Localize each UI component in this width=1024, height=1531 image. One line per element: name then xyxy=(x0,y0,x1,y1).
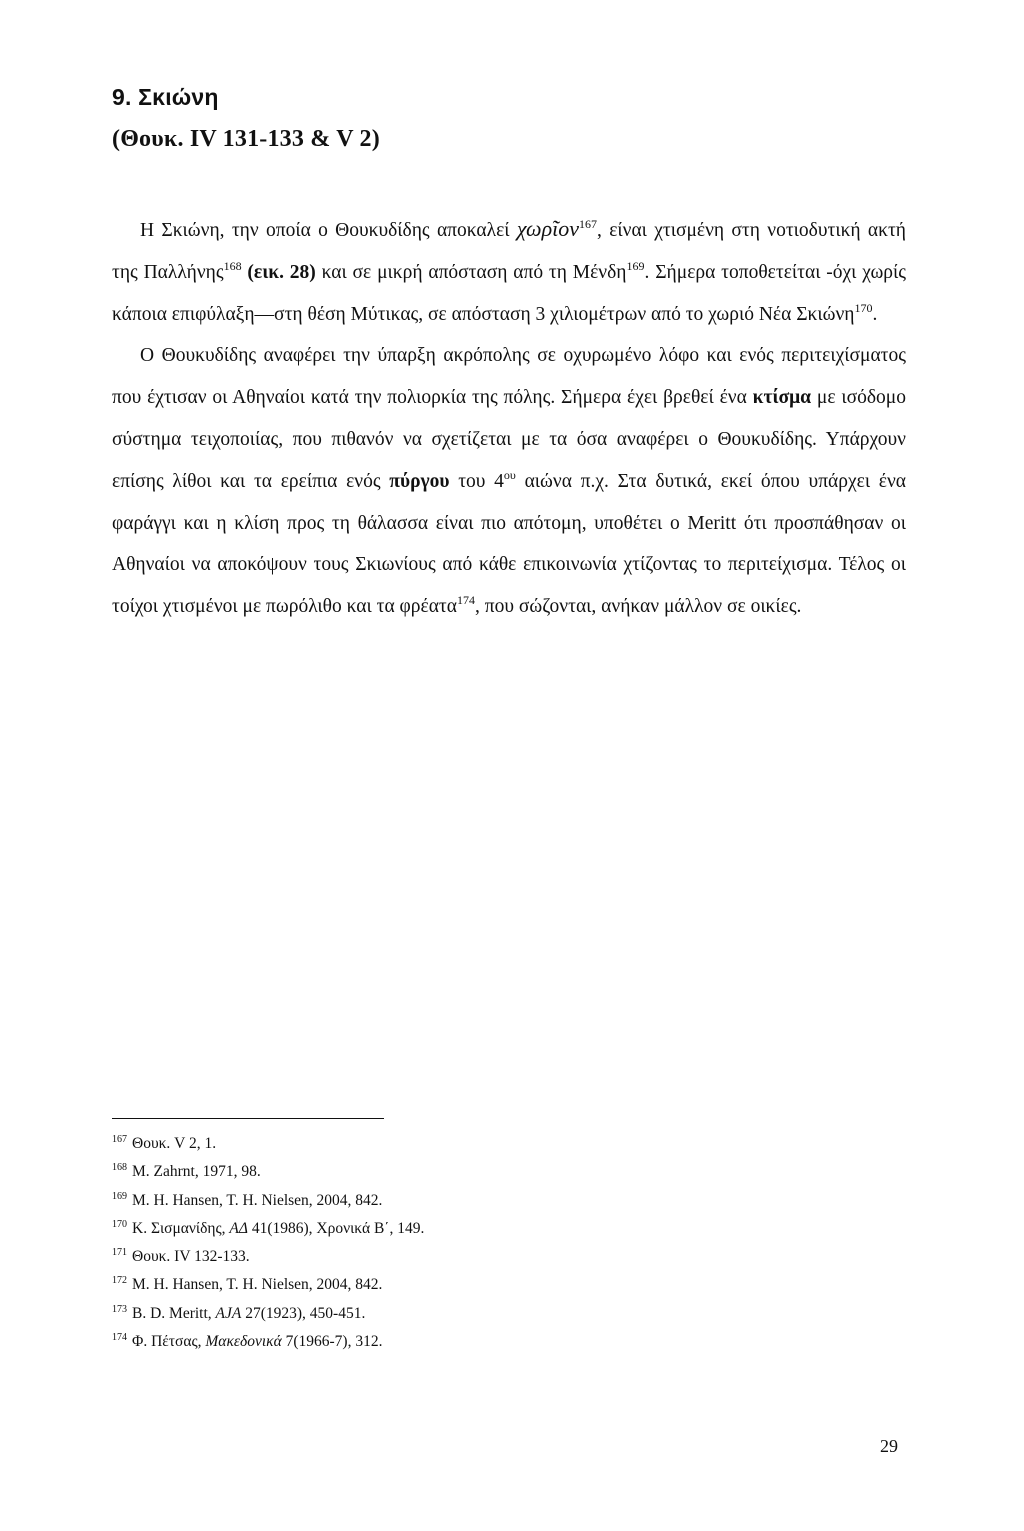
footnote-number: 167 xyxy=(112,1134,127,1145)
footnote-text: M. Zahrnt, 1971, 98. xyxy=(132,1163,261,1181)
footnote-174 xyxy=(112,1328,424,1356)
footnote-number: 169 xyxy=(112,1190,127,1202)
footnote-number: 172 xyxy=(112,1275,127,1287)
text-run: του 4 xyxy=(449,470,504,492)
footnote-text-tail: 41(1986), Χρονικά Β΄, 149. xyxy=(247,1219,425,1237)
text-run: . Σήμερα έχει βρεθεί ένα xyxy=(550,387,753,409)
footnote-text: Φ. Πέτσας, xyxy=(132,1333,206,1351)
paragraph-2 xyxy=(112,335,906,628)
footnote-number: 174 xyxy=(112,1332,127,1344)
page-number: 29 xyxy=(880,1436,898,1456)
footnote-journal-title: AJA xyxy=(215,1304,242,1322)
footnote-171 xyxy=(112,1243,424,1271)
text-run: , που σώζονται, ανήκαν μάλλον σε οικίες. xyxy=(474,596,802,618)
footnote-text: Θουκ. IV 132-133. xyxy=(132,1248,250,1266)
text-run: . Υπάρχουν επίσης λίθοι και τα ερείπια ενός xyxy=(112,428,906,492)
footnote-text-tail: 27(1923), 450-451. xyxy=(241,1304,366,1322)
footnote-number: 171 xyxy=(112,1247,127,1259)
footnote-separator xyxy=(112,1118,384,1119)
footnote-ref-174: 174 xyxy=(456,593,475,608)
section-subtitle: (Θουκ. IV 131-133 & V 2) xyxy=(112,126,380,152)
text-run: . Τέλος οι τοίχοι χτισμένοι με πωρόλιθο και τα φρέατα xyxy=(112,554,906,618)
footnote-ref-168: 168 xyxy=(223,258,242,273)
text-run: Ο Θουκυδίδης αναφέρει την ύπαρξη ακρόπολης σε οχυρωμένο λόφο και ενός περιτειχίσματος που έχτισαν οι Αθηναίοι κατά την πολιορκία της πόλης xyxy=(112,345,906,409)
footnote-number: 170 xyxy=(112,1218,127,1230)
body-text xyxy=(112,208,906,628)
paragraph-1 xyxy=(112,208,906,335)
footnote-169 xyxy=(112,1187,424,1215)
footnotes-list xyxy=(112,1130,424,1356)
bold-term-ktisma: κτίσμα xyxy=(752,387,812,409)
footnote-167 xyxy=(112,1130,424,1158)
section-title: 9. Σκιώνη xyxy=(112,84,219,110)
footnote-text: M. H. Hansen, T. H. Nielsen, 2004, 842. xyxy=(132,1276,383,1294)
text-run: Η Σκιώνη, την οποία ο Θουκυδίδης αποκαλεί xyxy=(140,220,517,241)
text-run: . xyxy=(872,303,878,325)
footnote-number: 168 xyxy=(112,1162,127,1174)
text-run: και σε μικρή απόσταση από τη Μένδη xyxy=(315,261,627,283)
footnote-text: M. H. Hansen, T. H. Nielsen, 2004, 842. xyxy=(132,1191,383,1209)
text-run: αιώνα π.χ. Στα δυτικά, εκεί όπου υπάρχει ένα φαράγγι και η κλίση προς τη θάλασσα είναι πιο απότομη, υποθέτει ο Meritt ότι προσπάθησαν οι Αθηναίοι να αποκόψουν τους Σκιωνίους από κάθε επικοινωνία χτίζοντας το περιτείχισμα xyxy=(112,470,907,576)
footnote-text-tail: 7(1966-7), 312. xyxy=(281,1333,383,1351)
figure-reference: (εικ. 28) xyxy=(241,261,316,283)
italic-word: χωρῖον xyxy=(516,216,580,241)
bold-term-pyrgou: πύργου xyxy=(389,470,450,492)
footnote-168 xyxy=(112,1158,424,1186)
footnote-text: B. D. Meritt, xyxy=(132,1304,216,1322)
footnote-text: Θουκ. V 2, 1. xyxy=(132,1135,217,1152)
footnote-170 xyxy=(112,1215,424,1243)
footnote-ref-167: 167 xyxy=(579,217,598,231)
footnote-ref-170: 170 xyxy=(854,300,873,315)
footnote-journal-title: Μακεδονικά xyxy=(205,1333,282,1351)
text-run: , είναι χτισμένη στη νοτιοδυτική ακτή της Παλλήνης xyxy=(112,220,906,283)
footnote-number: 173 xyxy=(112,1303,127,1315)
footnote-173 xyxy=(112,1300,424,1328)
text-run: με ισόδομο σύστημα τειχοποιίας, που πιθανόν να σχετίζεται με τα όσα αναφέρει ο Θουκυδίδης xyxy=(112,387,906,450)
footnote-journal-title: ΑΔ xyxy=(229,1219,248,1237)
footnote-172 xyxy=(112,1271,424,1299)
ordinal-suffix: ου xyxy=(503,467,516,482)
footnote-ref-169: 169 xyxy=(626,258,645,273)
footnote-text: Κ. Σισμανίδης, xyxy=(132,1219,230,1237)
text-run: . Σήμερα τοποθετείται -όχι χωρίς κάποια επιφύλαξη—στη θέση Μύτικας, σε απόσταση 3 χιλιομέτρων από το χωριό Νέα Σκιώνη xyxy=(112,261,906,325)
